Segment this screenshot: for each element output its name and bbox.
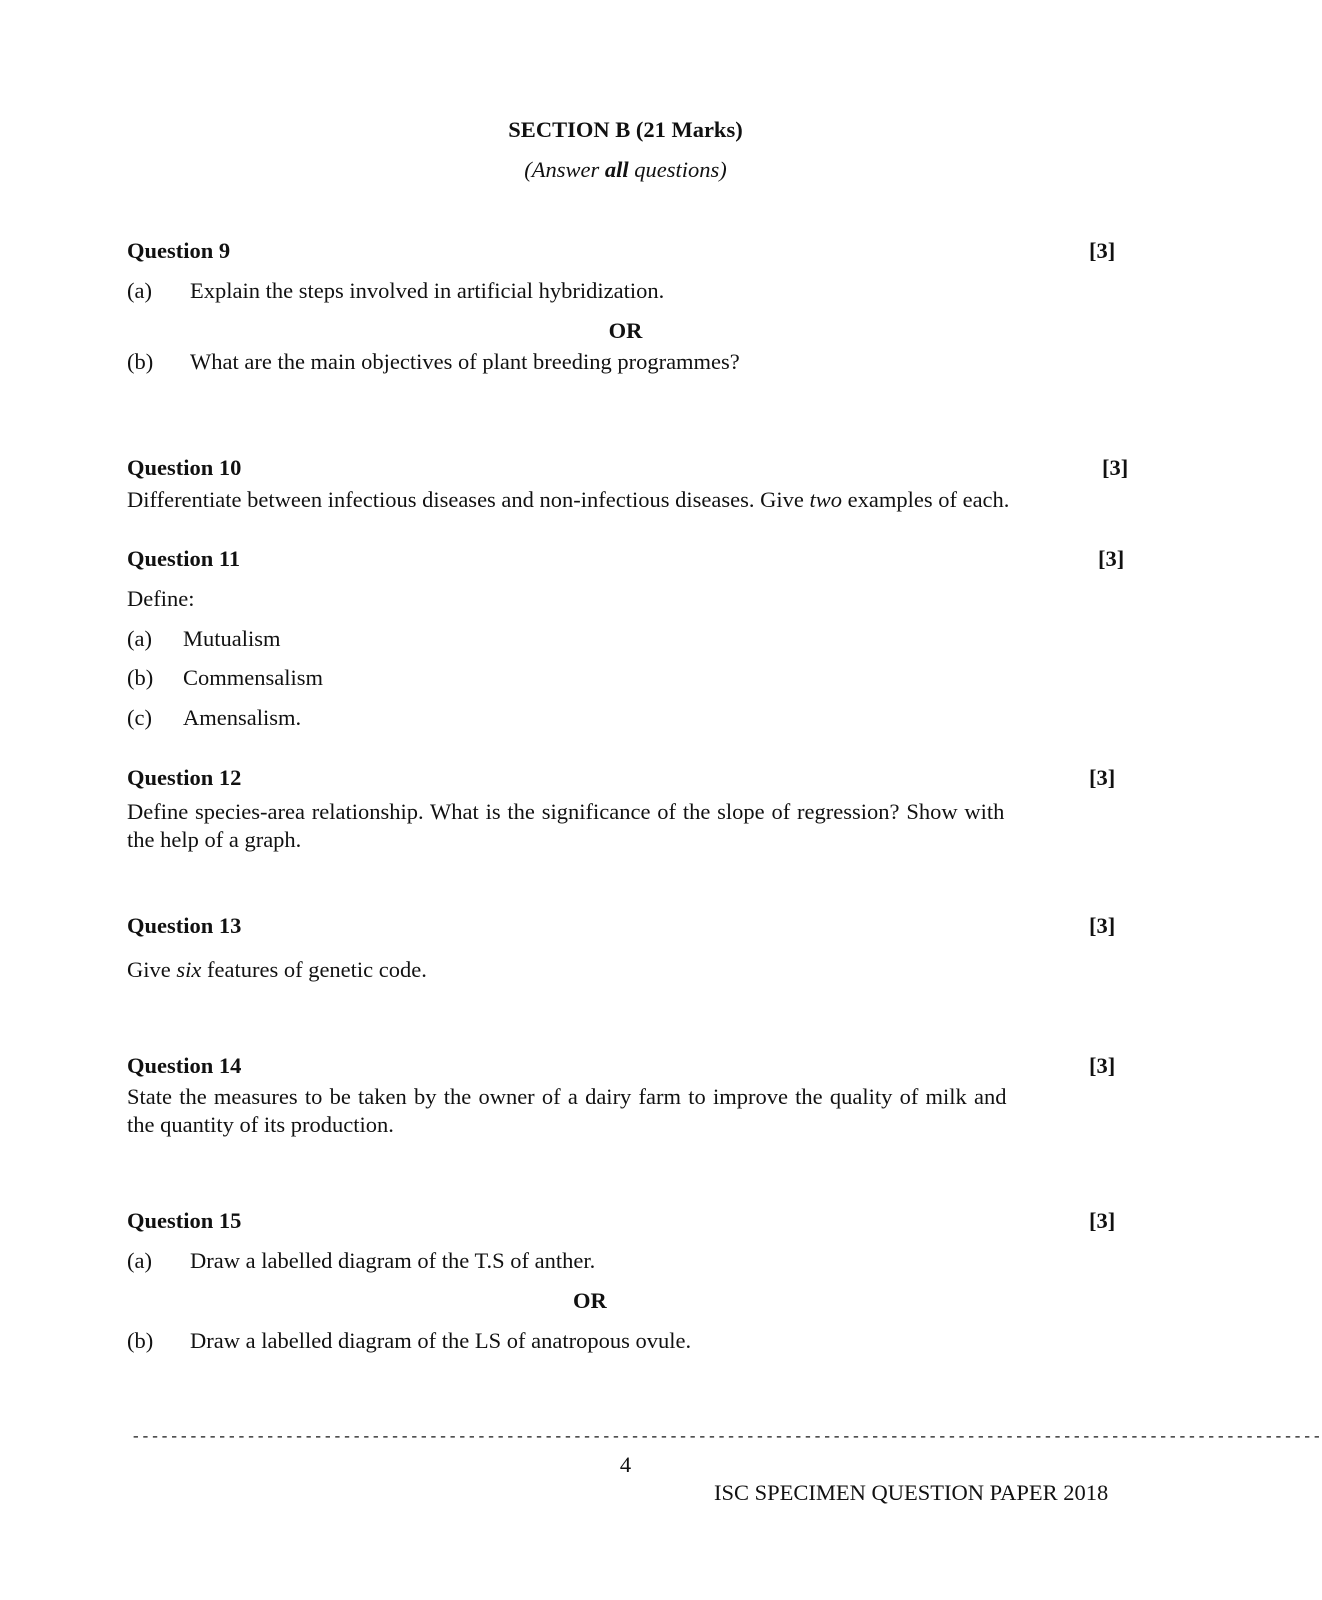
question-13-title: Question 13 [127, 913, 242, 938]
question-15a-label: (a) [127, 1248, 152, 1273]
question-15-title: Question 15 [127, 1208, 242, 1233]
section-title: SECTION B (21 Marks) [508, 117, 743, 142]
question-13-text-post: features of genetic code. [201, 957, 427, 982]
question-9b-text: What are the main objectives of plant breeding programmes? [190, 349, 740, 374]
question-15a-text: Draw a labelled diagram of the T.S of anther. [190, 1248, 596, 1273]
question-11a-label: (a) [127, 626, 152, 651]
question-9-or: OR [608, 318, 643, 343]
instruction-post: questions) [628, 157, 727, 182]
instruction-bold: all [604, 157, 629, 182]
question-11-intro: Define: [127, 586, 195, 611]
question-10-text-pre: Differentiate between infectious diseases and non-infectious diseases. Give [127, 487, 810, 512]
question-13-text-em: six [176, 957, 202, 982]
question-11b-text: Commensalism [183, 665, 323, 690]
question-15b-text: Draw a labelled diagram of the LS of anatropous ovule. [190, 1328, 692, 1353]
question-9a-label: (a) [127, 278, 152, 303]
question-12-title: Question 12 [127, 765, 242, 790]
question-12-marks: [3] [1089, 765, 1116, 790]
question-11b-label: (b) [127, 665, 154, 690]
question-14-marks: [3] [1089, 1053, 1116, 1078]
question-10-text-post: examples of each. [842, 487, 1010, 512]
question-9a-text: Explain the steps involved in artificial hybridization. [190, 278, 665, 303]
question-14-line-1: State the measures to be taken by the owner of a dairy farm to improve the quality of milk and [127, 1084, 1007, 1109]
question-13-text-pre: Give [127, 957, 177, 982]
question-11-marks: [3] [1098, 546, 1125, 571]
question-11a-text: Mutualism [183, 626, 281, 651]
question-11-title: Question 11 [127, 546, 241, 571]
question-15-marks: [3] [1089, 1208, 1116, 1233]
paper-title: ISC SPECIMEN QUESTION PAPER 2018 [714, 1480, 1109, 1505]
question-9-marks: [3] [1089, 238, 1116, 263]
question-11c-text: Amensalism. [183, 705, 302, 730]
question-12-line-2: the help of a graph. [127, 827, 302, 852]
instruction-pre: (Answer [524, 157, 605, 182]
page-number: 4 [619, 1452, 632, 1477]
section-instruction [0, 156, 1251, 184]
footer-divider: ---------------------------------------------------------------------------------------------------------------------------- [131, 1428, 1322, 1446]
question-14-title: Question 14 [127, 1053, 242, 1078]
question-13-marks: [3] [1089, 913, 1116, 938]
question-13-text [127, 956, 427, 984]
question-9b-label: (b) [127, 349, 154, 374]
question-10-title: Question 10 [127, 455, 242, 480]
question-11c-label: (c) [127, 705, 152, 730]
question-15b-label: (b) [127, 1328, 154, 1353]
question-10-marks: [3] [1102, 455, 1129, 480]
question-14-line-2: the quantity of its production. [127, 1112, 394, 1137]
question-9-title: Question 9 [127, 238, 231, 263]
question-10-text [127, 486, 1009, 514]
question-10-text-em: two [809, 487, 842, 512]
question-15-or: OR [573, 1288, 607, 1313]
question-12-line-1: Define species-area relationship. What is the significance of the slope of regression? Show with [127, 799, 1005, 824]
